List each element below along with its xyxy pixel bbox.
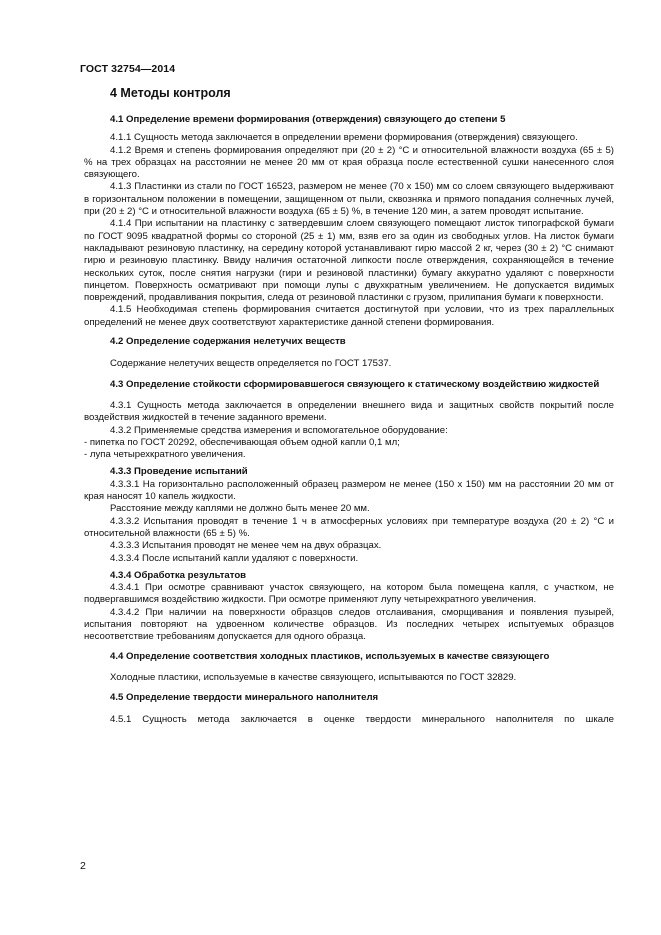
paragraph-4-1-4: 4.1.4 При испытании на пластинку с затвердевшим слоем связующего помещают листок типографской бумаги по ГОСТ 9095 квадратной формы со стороной (25 ± 1) мм, взяв его за один из свободных углов. На листок бумаги накладывают резиновую пластинку, на середину которой устанавливают гирю массой 2 кг, через (30 ± 2) °С снимают гирю и резиновую пластинку. Ввиду наличия остаточной липкости после отверждения, сохраняющейся в течение нескольких суток, после снятия нагрузки (гири и резиновой пластинки) бумагу аккуратно удаляют с поверхности пинцетом. Поверхность осматривают при помощи лупы с двухкратным увеличением. Не допускается видимых повреждений, продавливания покрытия, следа от резиновой пластинки с грузом, прилипания бумаги к поверхности. xyxy=(84,218,614,304)
section-title: 4 Методы контроля xyxy=(110,86,231,100)
paragraph-4-3-3-1: 4.3.3.1 На горизонтально расположенный образец размером не менее (150 х 150) мм на расстоянии 20 мм от края наносят 10 капель жидкости. xyxy=(84,478,614,503)
paragraph-4-2: Содержание нелетучих веществ определяется по ГОСТ 17537. xyxy=(110,358,392,370)
subsection-4-3-4-title: 4.3.4 Обработка результатов xyxy=(110,569,247,581)
paragraph-4-4: Холодные пластики, используемые в качестве связующего, испытываются по ГОСТ 32829. xyxy=(110,671,517,683)
paragraph-4-5-1: 4.5.1 Сущность метода заключается в оценке твердости минерального наполнителя по шкале xyxy=(110,714,614,726)
paragraph-4-3-3-3: 4.3.3.3 Испытания проводят не менее чем на двух образцах. xyxy=(110,540,382,552)
list-item-pipette: - пипетка по ГОСТ 20292, обеспечивающая объем одной капли 0,1 мл; xyxy=(84,436,400,448)
paragraph-4-3-4-1: 4.3.4.1 При осмотре сравнивают участок связующего, на котором была помещена капля, с участком, не подвергавшимся воздействию жидкости. При осмотре применяют лупу четырехкратного увеличения. xyxy=(84,582,614,606)
list-item-magnifier: - лупа четырехкратного увеличения. xyxy=(84,449,246,461)
paragraph-4-3-3-1-cont: Расстояние между каплями не должно быть менее 20 мм. xyxy=(110,503,370,515)
subsection-4-3-title: 4.3 Определение стойкости сформировавшегося связующего к статическому воздействию жидкостей xyxy=(110,378,600,390)
paragraph-4-3-1: 4.3.1 Сущность метода заключается в определении внешнего вида и защитных свойств покрытий после воздействия жидкостей в течение заданного времени. xyxy=(84,399,614,424)
document-header: ГОСТ 32754—2014 xyxy=(80,63,176,75)
paragraph-4-1-3: 4.1.3 Пластинки из стали по ГОСТ 16523, размером не менее (70 х 150) мм со слоем связующего выдерживают в горизонтальном положении в помещении, защищенном от пыли, сквозняка и прямого попадания солнечных лучей, при (20 ± 2) °С и относительной влажности воздуха (65 ± 5) %, в течение 120 мин, а затем проводят испытание. xyxy=(84,181,614,218)
paragraph-4-3-3-4: 4.3.3.4 После испытаний капли удаляют с поверхности. xyxy=(110,552,359,564)
paragraph-4-3-3-2: 4.3.3.2 Испытания проводят в течение 1 ч в атмосферных условиях при температуре воздуха (20 ± 2) °С и относительной влажности (65 ± 5) %. xyxy=(84,515,614,539)
paragraph-4-1-1: 4.1.1 Сущность метода заключается в определении времени формирования (отверждения) связующего. xyxy=(110,132,578,144)
paragraph-4-3-2: 4.3.2 Применяемые средства измерения и вспомогательное оборудование: xyxy=(110,424,448,436)
paragraph-4-1-2: 4.1.2 Время и степень формирования определяют при (20 ± 2) °С и относительной влажности воздуха (65 ± 5) % на трех образцах на расстоянии не менее 20 мм от края образца после естественной сушки нанесенного слоя связующего. xyxy=(84,144,614,181)
paragraph-4-3-4-2: 4.3.4.2 При наличии на поверхности образцов следов отслаивания, сморщивания и появления пузырей, испытания повторяют на удвоенном количестве образцов. Из последних четырех испытуемых образцов несоответствие требованиям допускается для одного образца. xyxy=(84,606,614,643)
subsection-4-5-title: 4.5 Определение твердости минерального наполнителя xyxy=(110,692,379,704)
subsection-4-3-3-title: 4.3.3 Проведение испытаний xyxy=(110,466,248,478)
subsection-4-2-title: 4.2 Определение содержания нелетучих веществ xyxy=(110,336,346,348)
subsection-4-1-title: 4.1 Определение времени формирования (отверждения) связующего до степени 5 xyxy=(110,114,506,125)
page-number: 2 xyxy=(80,860,86,872)
document-body xyxy=(84,86,614,727)
subsection-4-4-title: 4.4 Определение соответствия холодных пластиков, используемых в качестве связующего xyxy=(110,650,550,662)
paragraph-4-1-5: 4.1.5 Необходимая степень формирования считается достигнутой при условии, что из трех параллельных определений не менее двух соответствуют характеристике данной степени формирования. xyxy=(84,304,614,328)
